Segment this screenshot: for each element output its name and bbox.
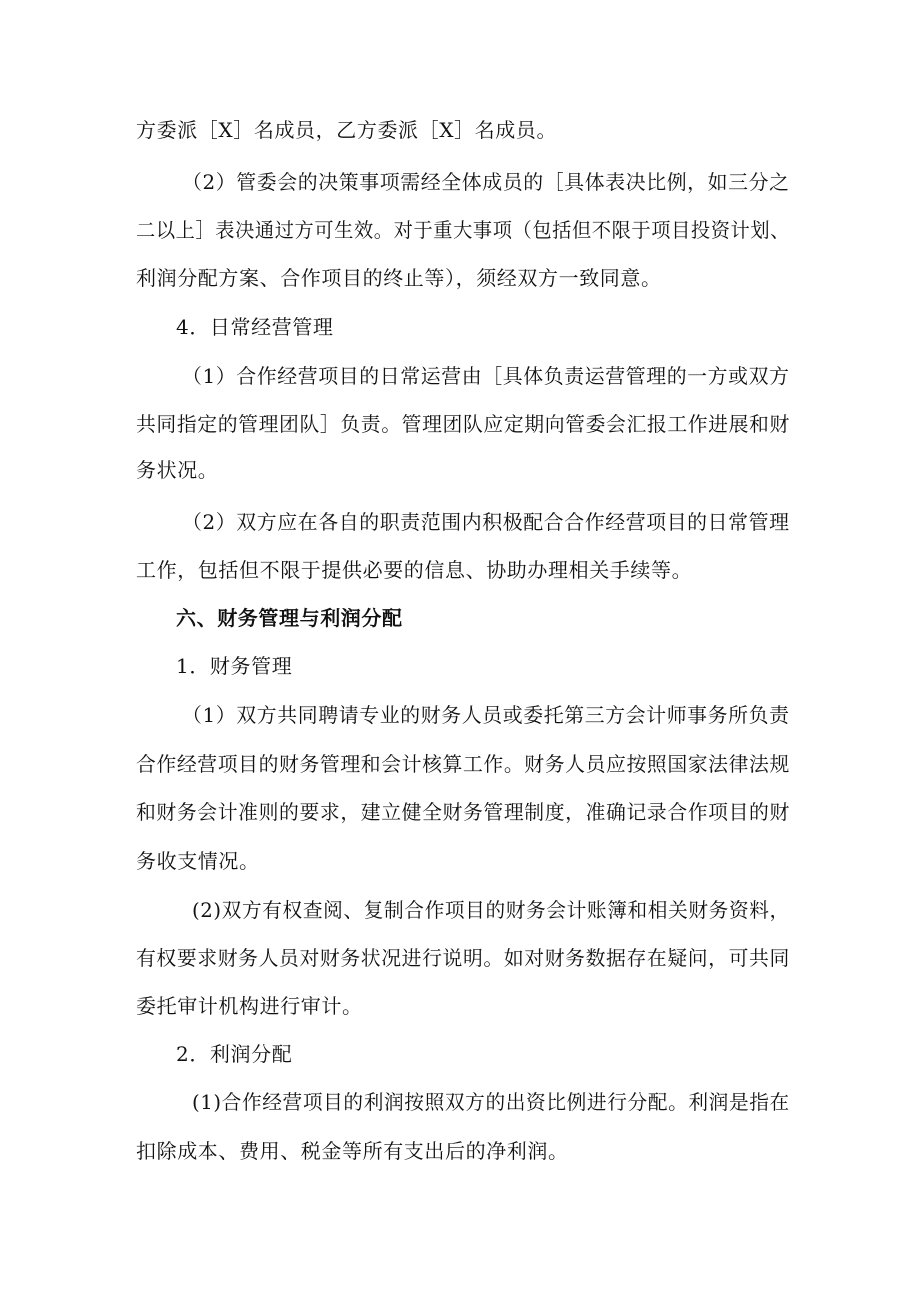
text-line: 方委派［X］名成员，乙方委派［X］名成员。 <box>136 118 558 142</box>
text-line: 委托审计机构进行审计。 <box>136 994 363 1018</box>
text-line: 务收支情况。 <box>136 849 260 873</box>
text-line: （1）双方共同聘请专业的财务人员或委托第三方会计师事务所负责 <box>182 703 790 727</box>
text-line: (2)双方有权查阅、复制合作项目的财务会计账簿和相关财务资料， <box>192 898 790 922</box>
text-line: 和财务会计准则的要求，建立健全财务管理制度，准确记录合作项目的财 <box>136 800 790 824</box>
chapter-heading: 六、财务管理与利润分配 <box>176 606 403 630</box>
text-line: 有权要求财务人员对财务状况进行说明。如对财务数据存在疑问，可共同 <box>136 946 790 970</box>
text-line: （1）合作经营项目的日常运营由［具体负责运营管理的一方或双方 <box>182 364 790 388</box>
text-line: （2）管委会的决策事项需经全体成员的［具体表决比例，如三分之 <box>182 170 790 194</box>
text-line: 务状况。 <box>136 458 219 482</box>
text-line: 合作经营项目的财务管理和会计核算工作。财务人员应按照国家法律法规 <box>136 752 790 776</box>
text-line: 工作，包括但不限于提供必要的信息、协助办理相关手续等。 <box>136 558 693 582</box>
section-heading: 4．日常经营管理 <box>176 315 334 339</box>
text-line: （2）双方应在各自的职责范围内积极配合合作经营项目的日常管理 <box>182 510 790 534</box>
text-line: 扣除成本、费用、税金等所有支出后的净利润。 <box>136 1139 569 1163</box>
text-line: 共同指定的管理团队］负责。管理团队应定期向管委会汇报工作进展和财 <box>136 412 790 436</box>
text-line: 二以上］表决通过方可生效。对于重大事项（包括但不限于项目投资计划、 <box>136 218 790 242</box>
section-heading: 2．利润分配 <box>176 1042 293 1066</box>
text-line: 利润分配方案、合作项目的终止等），须经双方一致同意。 <box>136 266 662 290</box>
text-line: (1)合作经营项目的利润按照双方的出资比例进行分配。利润是指在 <box>192 1090 790 1114</box>
section-heading: 1．财务管理 <box>176 654 293 678</box>
